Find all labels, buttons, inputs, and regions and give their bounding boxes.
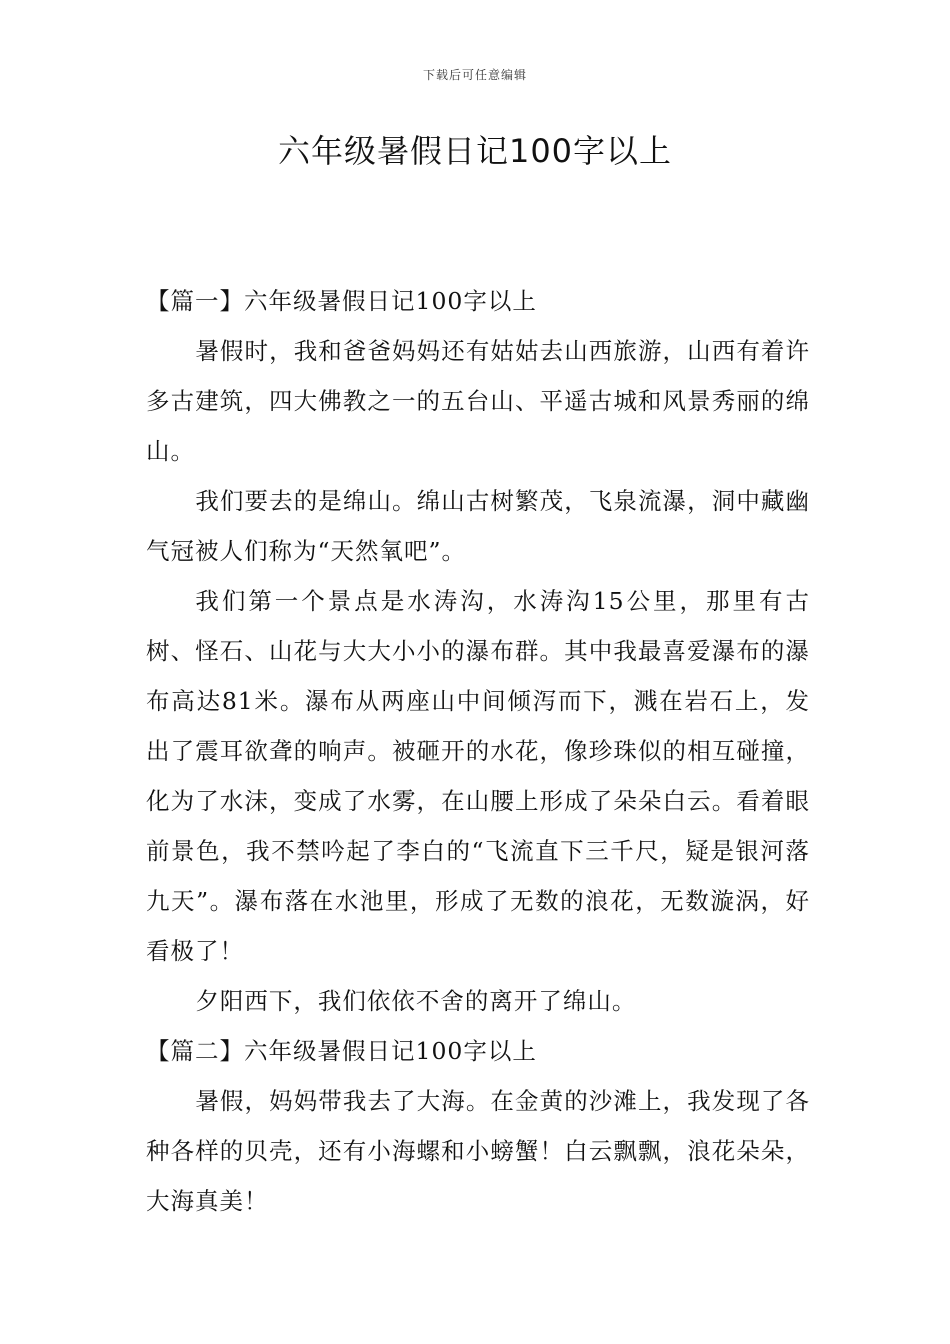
section-heading: 【篇一】六年级暑假日记100字以上 xyxy=(146,287,537,315)
paragraph: 我们第一个景点是水涛沟，水涛沟15公里，那里有古树、怪石、山花与大大小小的瀑布群。其中我最喜爱瀑布的瀑布高达81米。瀑布从两座山中间倾泻而下，溅在岩石上，发出了震耳欲聋的响声。被砸开的水花，像珍珠似的相互碰撞，化为了水沫，变成了水雾，在山腰上形成了朵朵白云。看着眼前景色，我不禁吟起了李白的“飞流直下三千尺，疑是银河落九天”。瀑布落在水池里，形成了无数的浪花，无数漩涡，好看极了！ xyxy=(146,587,810,965)
paragraph: 暑假，妈妈带我去了大海。在金黄的沙滩上，我发现了各种各样的贝壳，还有小海螺和小螃蟹！白云飘飘，浪花朵朵，大海真美！ xyxy=(146,1087,810,1215)
document-title: 六年级暑假日记100字以上 xyxy=(277,132,673,170)
section-heading: 【篇二】六年级暑假日记100字以上 xyxy=(146,1037,537,1065)
header-note: 下载后可任意编辑 xyxy=(422,68,527,82)
section-1 xyxy=(146,276,810,1026)
section-2 xyxy=(146,1026,810,1226)
document-body xyxy=(146,276,810,1226)
paragraph: 夕阳西下，我们依依不舍的离开了绵山。 xyxy=(195,987,637,1015)
paragraph: 暑假时，我和爸爸妈妈还有姑姑去山西旅游，山西有着许多古建筑，四大佛教之一的五台山、平遥古城和风景秀丽的绵山。 xyxy=(146,337,810,465)
paragraph: 我们要去的是绵山。绵山古树繁茂，飞泉流瀑，洞中藏幽气冠被人们称为“天然氧吧”。 xyxy=(146,487,810,565)
